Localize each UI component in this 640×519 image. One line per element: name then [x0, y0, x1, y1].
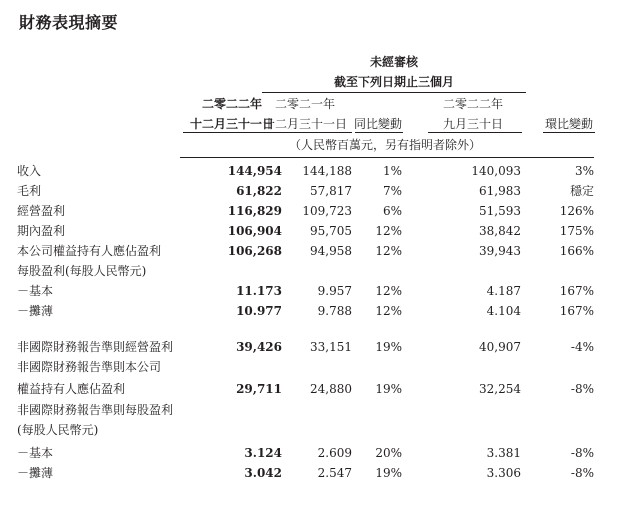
cell-qoq: -8% [570, 466, 594, 480]
period-header: 截至下列日期止三個月 [333, 75, 455, 89]
cell-q3-2022: 3.306 [486, 466, 521, 480]
cell-q4-2021: 9.957 [317, 284, 352, 298]
cell-q4-2021: 94,958 [310, 244, 352, 258]
cell-yoy: 12% [375, 284, 402, 298]
unit-note: （人民幣百萬元，另有指明者除外） [288, 138, 482, 152]
col-q4-2021-line2: 十二月三十一日 [262, 117, 348, 131]
cell-q3-2022: 39,943 [479, 244, 521, 258]
cell-q4-2022: 29,711 [236, 382, 282, 396]
row-label: 權益持有人應佔盈利 [17, 382, 126, 396]
cell-q4-2022: 3.124 [244, 446, 282, 460]
cell-q4-2022: 106,268 [227, 244, 282, 258]
page-title: 財務表現摘要 [19, 13, 119, 32]
cell-q4-2021: 95,705 [310, 224, 352, 238]
cell-q3-2022: 38,842 [479, 224, 521, 238]
cell-q3-2022: 4.104 [486, 304, 521, 318]
row-label: －基本 [17, 446, 54, 460]
row-label: 非國際財務報告準則經營盈利 [17, 340, 174, 354]
cell-yoy: 12% [375, 224, 402, 238]
cell-q4-2021: 33,151 [310, 340, 352, 354]
cell-q3-2022: 32,254 [479, 382, 521, 396]
cell-q3-2022: 61,983 [479, 184, 521, 198]
col-q4-2021-line1: 二零二一年 [274, 97, 336, 111]
cell-q4-2021: 24,880 [310, 382, 352, 396]
col-q3-2022-line1: 二零二二年 [442, 97, 504, 111]
cell-q4-2022: 61,822 [236, 184, 282, 198]
cell-yoy: 7% [382, 184, 402, 198]
cell-qoq: 166% [559, 244, 594, 258]
row-label: (每股人民幣元) [17, 423, 99, 437]
cell-yoy: 1% [382, 164, 402, 178]
cell-q4-2021: 2.547 [317, 466, 352, 480]
cell-q4-2021: 109,723 [302, 204, 352, 218]
cell-qoq: 3% [574, 164, 594, 178]
cell-yoy: 6% [382, 204, 402, 218]
cell-qoq: -8% [570, 382, 594, 396]
cell-q4-2022: 116,829 [227, 204, 282, 218]
row-label: －攤薄 [17, 466, 54, 480]
row-label: 每股盈利(每股人民幣元) [17, 264, 147, 278]
col-yoy-underline [355, 132, 403, 133]
row-label: －攤薄 [17, 304, 54, 318]
period-underline [262, 92, 526, 93]
row-label: 收入 [17, 164, 42, 178]
cell-qoq: -4% [570, 340, 594, 354]
row-label: 本公司權益持有人應佔盈利 [17, 244, 162, 258]
row-label: 經營盈利 [17, 204, 66, 218]
cell-qoq: 167% [559, 304, 594, 318]
cell-q4-2022: 3.042 [244, 466, 282, 480]
cell-q4-2022: 10.977 [236, 304, 282, 318]
col-q3-2022-underline [428, 132, 522, 133]
col-qoq-header: 環比變動 [544, 117, 594, 131]
cell-qoq: 167% [559, 284, 594, 298]
cell-q3-2022: 140,093 [471, 164, 521, 178]
cell-qoq: 175% [559, 224, 594, 238]
cell-q3-2022: 3.381 [486, 446, 521, 460]
cell-q3-2022: 51,593 [479, 204, 521, 218]
cell-q4-2021: 144,188 [302, 164, 352, 178]
cell-yoy: 12% [375, 244, 402, 258]
col-yoy-header: 同比變動 [353, 117, 403, 131]
col-q4-2021-underline [260, 132, 352, 133]
cell-yoy: 19% [375, 340, 402, 354]
unaudited-header: 未經審核 [369, 55, 419, 69]
cell-q4-2022: 144,954 [227, 164, 282, 178]
row-label: 毛利 [17, 184, 42, 198]
row-label: －基本 [17, 284, 54, 298]
header-rule [180, 157, 594, 158]
cell-yoy: 12% [375, 304, 402, 318]
row-label: 非國際財務報告準則本公司 [17, 360, 162, 374]
cell-q4-2022: 106,904 [227, 224, 282, 238]
cell-yoy: 20% [375, 446, 402, 460]
row-label: 期內盈利 [17, 224, 66, 238]
cell-q4-2021: 9.788 [317, 304, 352, 318]
cell-q4-2021: 57,817 [310, 184, 352, 198]
cell-yoy: 19% [375, 466, 402, 480]
col-q4-2022-line2: 十二月三十一日 [189, 117, 275, 131]
cell-q4-2021: 2.609 [317, 446, 352, 460]
row-label: 非國際財務報告準則每股盈利 [17, 403, 174, 417]
cell-qoq: -8% [570, 446, 594, 460]
cell-q4-2022: 11.173 [236, 284, 282, 298]
col-q4-2022-line1: 二零二二年 [201, 97, 263, 111]
col-qoq-underline [543, 132, 595, 133]
cell-qoq: 穩定 [569, 184, 594, 198]
cell-q4-2022: 39,426 [236, 340, 282, 354]
cell-q3-2022: 4.187 [486, 284, 521, 298]
cell-yoy: 19% [375, 382, 402, 396]
cell-q3-2022: 40,907 [479, 340, 521, 354]
col-q3-2022-line2: 九月三十日 [442, 117, 504, 131]
cell-qoq: 126% [559, 204, 594, 218]
